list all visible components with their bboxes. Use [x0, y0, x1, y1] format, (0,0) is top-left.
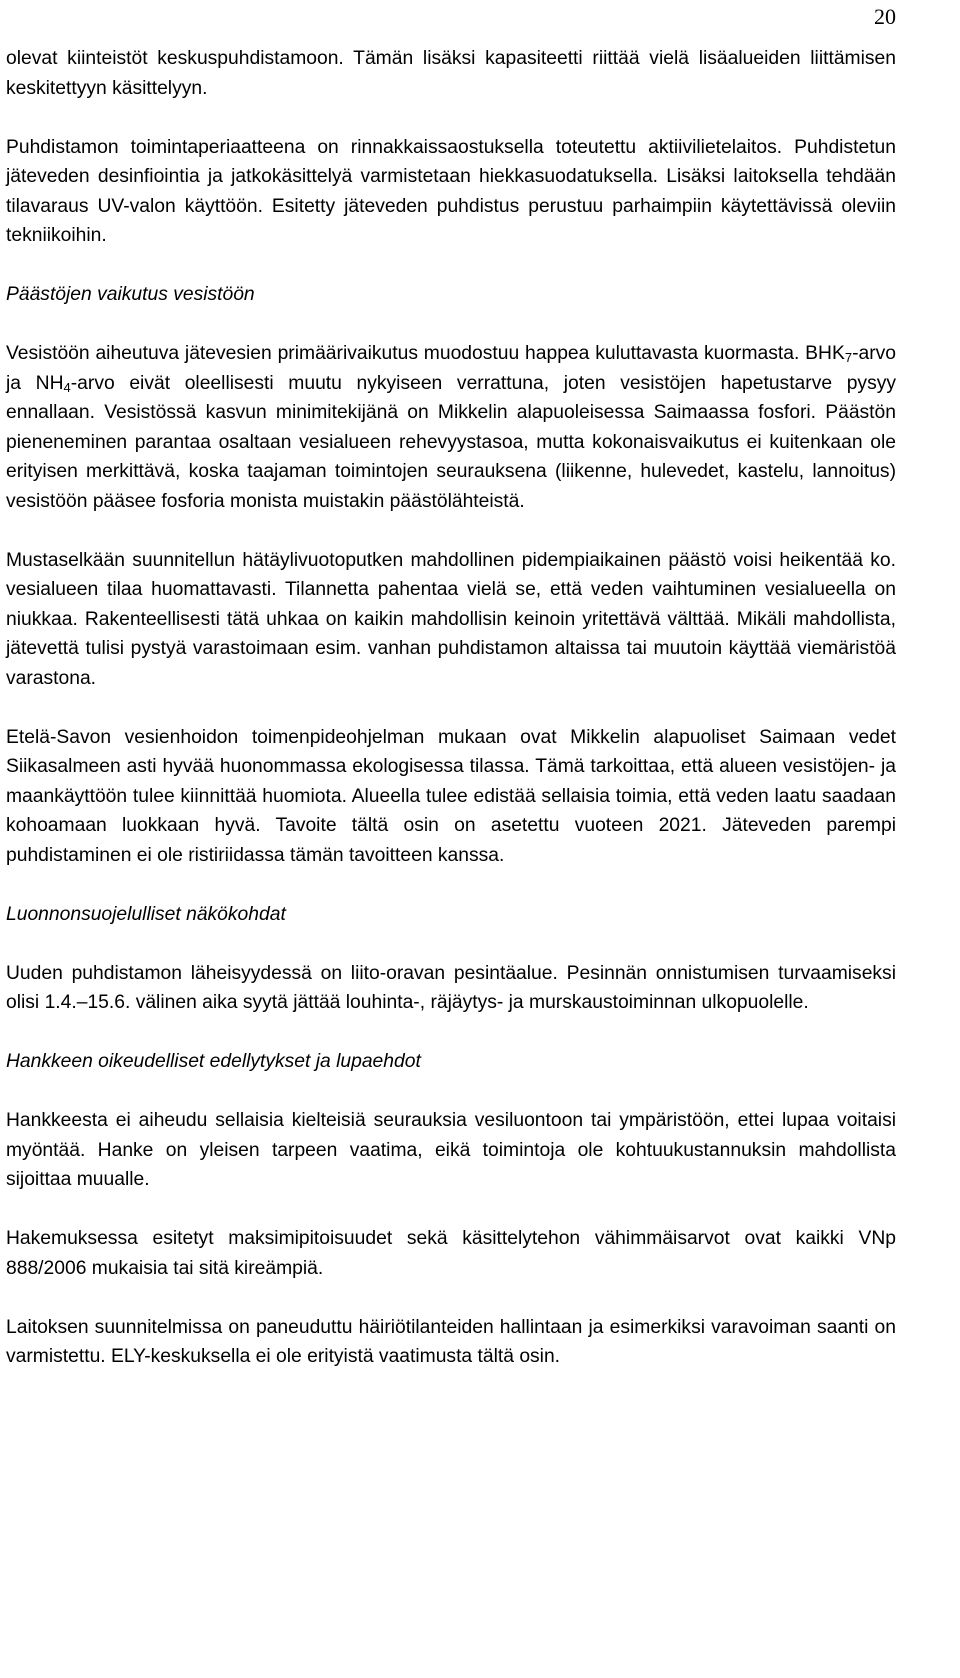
paragraph-oxygen-load-text-a: Vesistöön aiheutuva jätevesien primäärivaikutus muodostuu happea kuluttavasta kuormasta. BHK	[6, 343, 845, 364]
paragraph-oxygen-load	[6, 339, 896, 516]
paragraph-overflow-pipe: Mustaselkään suunnitellun hätäylivuotoputken mahdollinen pidempiaikainen päästö voisi heikentää ko. vesialueen tilaa huomattavasti. Tilannetta pahentaa vielä se, että veden vaihtuminen vesialueella on niukkaa. Rakenteellisesti tätä uhkaa on kaikin mahdollisin keinoin yritettävä välttää. Mikäli mahdollista, jätevettä tulisi pystyä varastoimaan esim. vanhan puhdistamon altaissa tai muutoin käyttää viemäristöä varastona.	[6, 549, 896, 689]
nh-subscript: 4	[63, 379, 71, 395]
heading-nature-conservation: Luonnonsuojelulliset näkökohdat	[6, 903, 286, 925]
paragraph-oxygen-load-text-c: -arvo eivät oleellisesti muutu nykyiseen verrattuna, joten vesistöjen hapetustarve pysyy ennallaan. Vesistössä kasvun minimitekijänä on Mikkelin alapuoleisessa Saimaassa fosfori. Päästön pieneneminen parantaa osaltaan vesialueen rehevyystasoa, mutta kokonaisvaikutus ei kuitenkaan ole erityisen merkittävä, koska taajaman toimintojen seurauksena (liikenne, hulevedet, kastelu, lannoitus) vesistöön pääsee fosforia monista muistakin päästölähteistä.	[6, 372, 896, 512]
paragraph-disturbance-management: Laitoksen suunnitelmissa on paneuduttu häiriötilanteiden hallintaan ja esimerkiksi varavoiman saanti on varmistettu. ELY-keskuksella ei ole erityistä vaatimusta tältä osin.	[6, 1316, 896, 1367]
page-number: 20	[874, 4, 896, 29]
document-body	[6, 44, 896, 1372]
paragraph-oxygen-load-text-b: -arvo ja NH	[6, 343, 896, 394]
paragraph-connection-capacity: olevat kiinteistöt keskuspuhdistamoon. Tämän lisäksi kapasiteetti riittää vielä lisäalueiden liittämisen keskitettyyn käsittelyyn.	[6, 48, 896, 99]
heading-emissions-impact: Päästöjen vaikutus vesistöön	[6, 284, 255, 305]
paragraph-permit-grounds: Hankkeesta ei aiheudu sellaisia kielteisiä seurauksia vesiluontoon tai ympäristöön, ettei lupaa voitaisi myöntää. Hanke on yleisen tarpeen vaatima, eikä toimintoja ole kohtuukustannuksin mahdollista sijoittaa muualle.	[6, 1110, 896, 1190]
paragraph-max-concentrations: Hakemuksessa esitetyt maksimipitoisuudet sekä käsittelytehon vähimmäisarvot ovat kaikki VNp 888/2006 mukaisia tai sitä kireämpiä.	[6, 1228, 896, 1279]
heading-legal-conditions: Hankkeen oikeudelliset edellytykset ja lupaehdot	[6, 1051, 421, 1072]
paragraph-treatment-principle: Puhdistamon toimintaperiaatteena on rinnakkaissaostuksella toteutettu aktiivilietelaitos. Puhdistetun jäteveden desinfiointia ja jatkokäsittelyä varmistetaan hiekkasuodatuksella. Lisäksi laitoksella tehdään tilavaraus UV-valon käyttöön. Esitetty jäteveden puhdistus perustuu parhaimpiin käytettävissä oleviin tekniikoihin.	[6, 136, 896, 246]
paragraph-water-management: Etelä-Savon vesienhoidon toimenpideohjelman mukaan ovat Mikkelin alapuoliset Saimaan vedet Siikasalmeen asti hyvää huonommassa ekologisessa tilassa. Tämä tarkoittaa, että alueen vesistöjen- ja maankäyttöön tulee kiinnittää huomiota. Alueella tulee edistää sellaisia toimia, että veden laatu saadaan kohoamaan luokkaan hyvä. Tavoite tältä osin on asetettu vuoteen 2021. Jäteveden parempi puhdistaminen ei ole ristiriidassa tämän tavoitteen kanssa.	[6, 726, 896, 866]
bhk-subscript: 7	[844, 350, 853, 365]
paragraph-flying-squirrel: Uuden puhdistamon läheisyydessä on liito-oravan pesintäalue. Pesinnän onnistumisen turvaamiseksi olisi 1.4.–15.6. välinen aika syytä jättää louhinta-, räjäytys- ja murskaustoiminnan ulkopuolelle.	[6, 962, 896, 1013]
